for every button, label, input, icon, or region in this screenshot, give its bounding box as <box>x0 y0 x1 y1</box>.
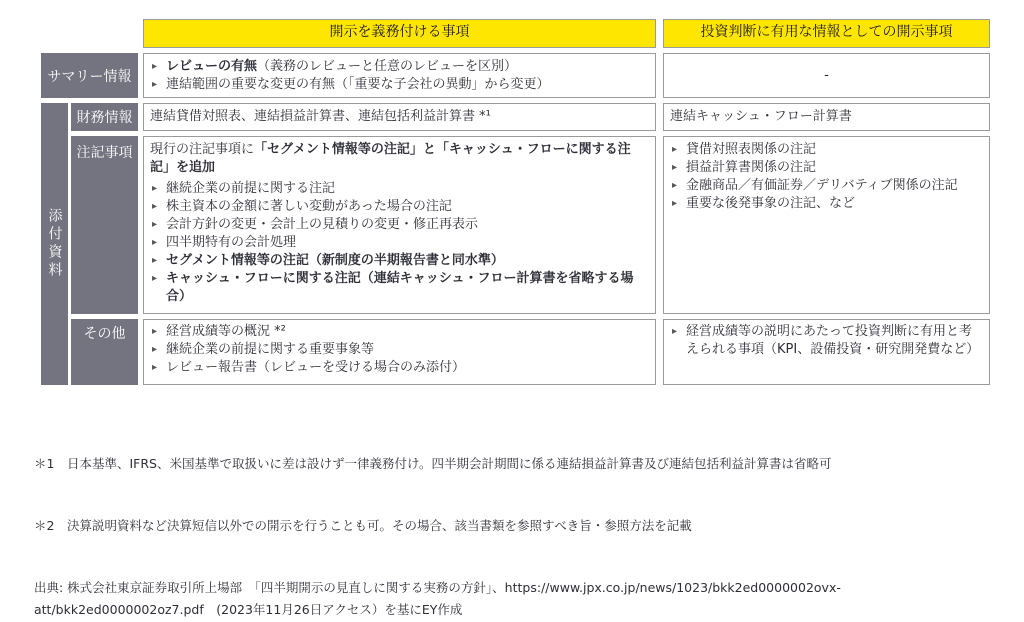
header-useful: 投資判断に有用な情報としての開示事項 <box>663 19 990 48</box>
other-useful <box>663 319 990 385</box>
list-item: ▸ セグメント情報等の注記（新制度の半期報告書と同水準） <box>150 252 649 270</box>
list-item: ▸ 株主資本の金額に著しい変動があった場合の注記 <box>150 198 649 216</box>
list-item: ▸ 重要な後発事象の注記、など <box>670 195 983 213</box>
summary-useful: - <box>663 53 990 98</box>
list-item: ▸ レビュー報告書（レビューを受ける場合のみ添付） <box>150 359 649 377</box>
notes-mandatory <box>143 136 656 314</box>
summary-mandatory <box>143 53 656 98</box>
notes-list <box>150 180 649 306</box>
row-label-financial: 財務情報 <box>71 103 138 131</box>
list-item: ▸ 損益計算書関係の注記 <box>670 159 983 177</box>
list-item: ▸ 経営成績等の概況 *² <box>150 323 649 341</box>
list-item: ▸ 貸借対照表関係の注記 <box>670 141 983 159</box>
list-item: ▸ 金融商品／有価証券／デリバティブ関係の注記 <box>670 177 983 195</box>
row-label-notes: 注記事項 <box>71 136 138 314</box>
list-item: ▸ 継続企業の前提に関する重要事象等 <box>150 341 649 359</box>
source-line-1: 出典: 株式会社東京証券取引所上場部 「四半期開示の見直しに関する実務の方針」、https://www.jpx.co.jp/news/1023/bkk2ed0000002ovx- <box>34 580 841 595</box>
summary-list <box>150 58 649 94</box>
list-item: ▸ レビューの有無（義務のレビューと任意のレビューを区別） <box>150 58 649 76</box>
source-line-2: att/bkk2ed0000002oz7.pdf (2023年11月26日アクセス）を基にEY作成 <box>34 602 463 617</box>
list-item: ▸ 会計方針の変更・会計上の見積りの変更・修正再表示 <box>150 216 649 234</box>
list-item: ▸ 連結範囲の重要な変更の有無（「重要な子会社の異動」から変更） <box>150 76 649 94</box>
row-label-attachments: 添付資料 <box>41 103 68 385</box>
footnote-1: ＊1 日本基準、IFRS、米国基準で取扱いに差は設けず一律義務付け。四半期会計期間に係る連結損益計算書及び連結包括利益計算書は省略可 <box>34 456 832 471</box>
notes-intro: 現行の注記事項に「セグメント情報等の注記」と「キャッシュ・フローに関する注記」を追加 <box>150 142 631 175</box>
financial-useful: 連結キャッシュ・フロー計算書 <box>663 103 990 131</box>
other-useful-list <box>670 323 983 359</box>
list-item: ▸ 経営成績等の説明にあたって投資判断に有用と考えられる事項（KPI、設備投資・研究開発費など） <box>670 323 983 359</box>
row-label-other: その他 <box>71 319 138 385</box>
list-item: ▸ 四半期特有の会計処理 <box>150 234 649 252</box>
other-mandatory <box>143 319 656 385</box>
list-item: ▸ 継続企業の前提に関する注記 <box>150 180 649 198</box>
footnote-2: ＊2 決算説明資料など決算短信以外での開示を行うことも可。その場合、該当書類を参照すべき旨・参照方法を記載 <box>34 518 692 533</box>
notes-useful <box>663 136 990 314</box>
row-label-summary: サマリー情報 <box>41 53 138 98</box>
notes-useful-list <box>670 141 983 213</box>
financial-mandatory: 連結貸借対照表、連結損益計算書、連結包括利益計算書 *¹ <box>143 103 656 131</box>
list-item: ▸ キャッシュ・フローに関する注記（連結キャッシュ・フロー計算書を省略する場合） <box>150 270 649 306</box>
other-list <box>150 323 649 377</box>
header-mandatory: 開示を義務付ける事項 <box>143 19 656 48</box>
